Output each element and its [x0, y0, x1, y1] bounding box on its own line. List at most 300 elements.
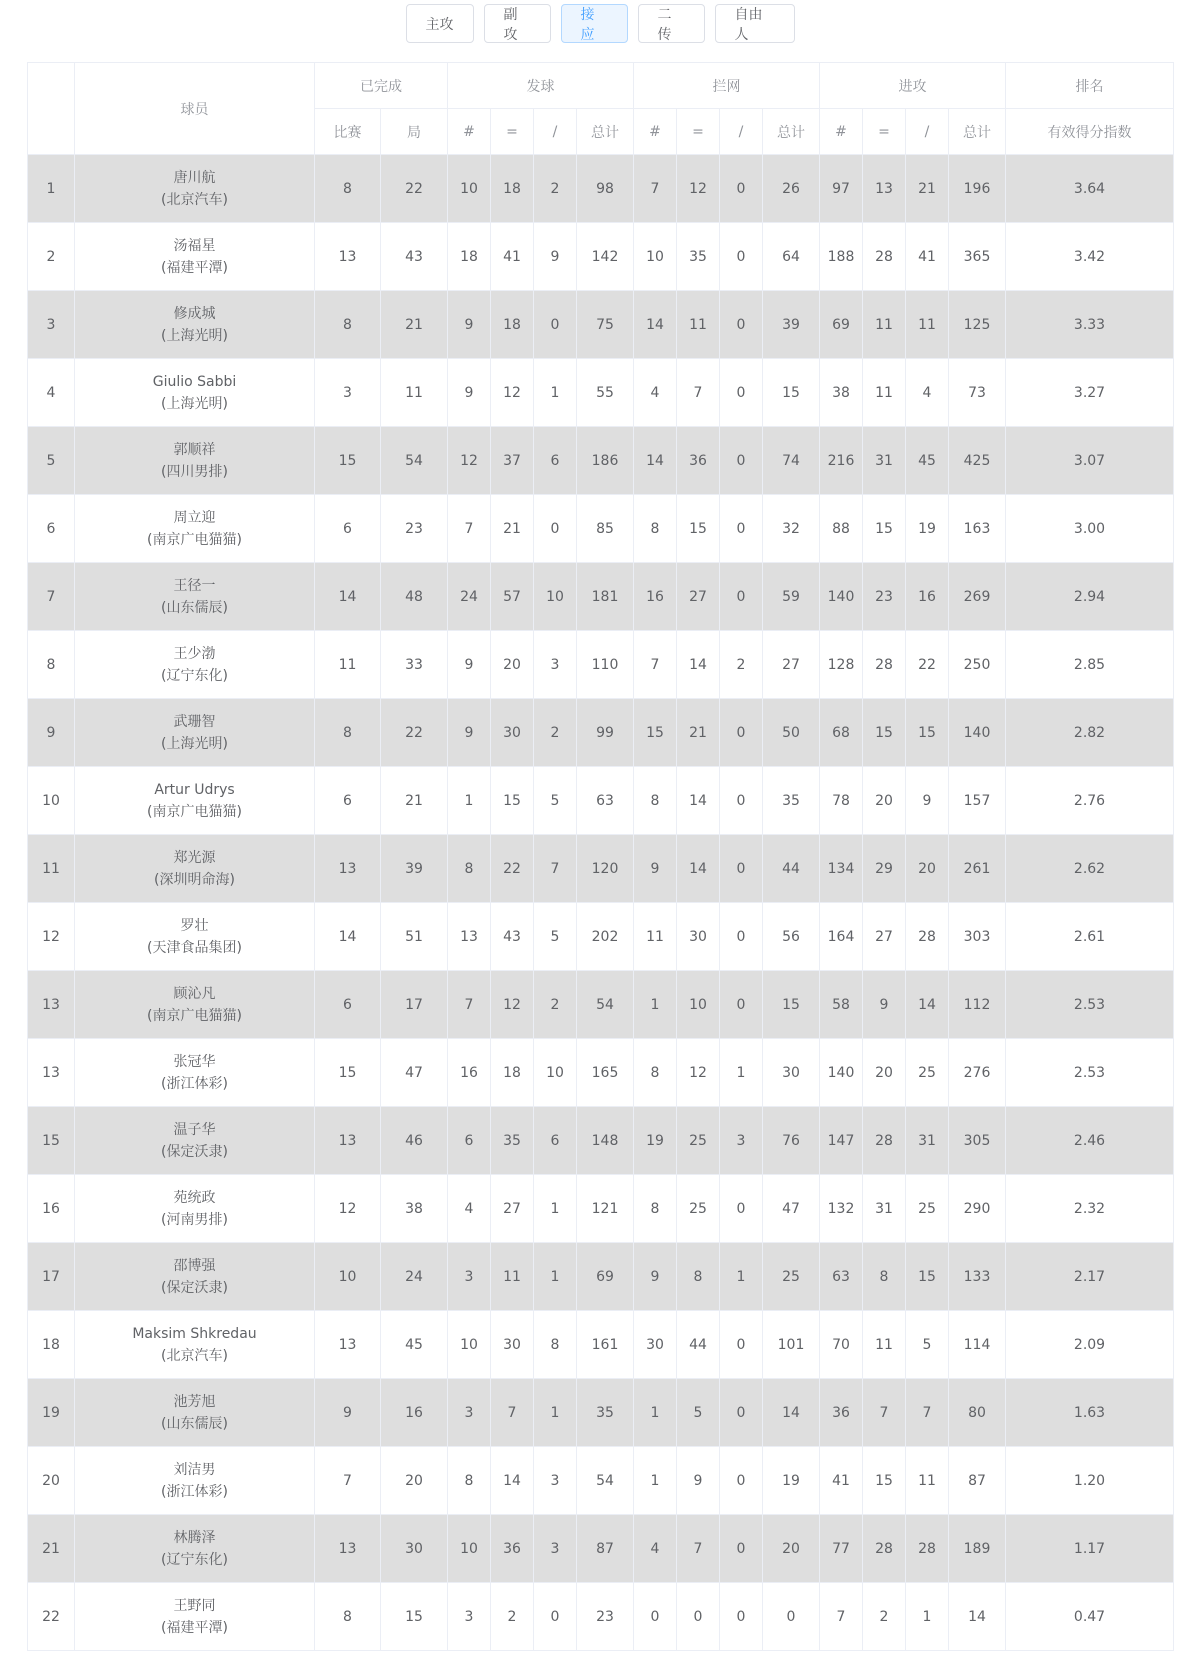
stat-cell: 2	[534, 971, 577, 1039]
stat-cell: 3.27	[1006, 359, 1174, 427]
stat-cell: 45	[381, 1311, 448, 1379]
stat-cell: 9	[634, 1243, 677, 1311]
position-tabs	[0, 4, 1200, 43]
attack-error-header[interactable]: =	[863, 109, 906, 155]
stat-cell: 290	[949, 1175, 1006, 1243]
attack-perfect-header[interactable]: #	[820, 109, 863, 155]
stat-cell: 35	[677, 223, 720, 291]
stat-cell: 19	[763, 1447, 820, 1515]
block-total-header[interactable]: 总计	[763, 109, 820, 155]
stat-cell: 0	[534, 1583, 577, 1651]
player-name: 池芳旭	[173, 1393, 216, 1410]
stat-cell: 110	[577, 631, 634, 699]
stat-cell: 9	[448, 631, 491, 699]
stat-cell: 10	[534, 1039, 577, 1107]
stat-cell: 9	[863, 971, 906, 1039]
stat-cell: 10	[677, 971, 720, 1039]
stat-cell: 14	[634, 291, 677, 359]
player-cell	[75, 903, 315, 971]
stat-cell: 14	[634, 427, 677, 495]
stat-cell: 64	[763, 223, 820, 291]
stat-cell: 2.32	[1006, 1175, 1174, 1243]
stat-cell: 8	[315, 155, 381, 223]
stat-cell: 7	[677, 359, 720, 427]
attack-group-header: 进攻	[820, 63, 1006, 109]
player-name: 武珊智	[173, 713, 216, 730]
rank-cell: 13	[28, 1039, 75, 1107]
stat-cell: 7	[677, 1515, 720, 1583]
stat-cell: 2	[720, 631, 763, 699]
stat-cell: 0	[720, 971, 763, 1039]
serve-perfect-header[interactable]: #	[448, 109, 491, 155]
stat-cell: 0	[720, 903, 763, 971]
stat-cell: 164	[820, 903, 863, 971]
stat-cell: 7	[906, 1379, 949, 1447]
stat-cell: 1.17	[1006, 1515, 1174, 1583]
player-team: (四川男排)	[161, 463, 228, 480]
stat-cell: 14	[315, 563, 381, 631]
stat-cell: 7	[491, 1379, 534, 1447]
player-team: (河南男排)	[161, 1211, 228, 1228]
table-row	[28, 1515, 1174, 1583]
stat-cell: 27	[677, 563, 720, 631]
table-row	[28, 1583, 1174, 1651]
stat-cell: 0.47	[1006, 1583, 1174, 1651]
table-row	[28, 1447, 1174, 1515]
stat-cell: 30	[763, 1039, 820, 1107]
stat-cell: 11	[863, 1311, 906, 1379]
table-row	[28, 359, 1174, 427]
player-name: 唐川航	[173, 169, 216, 186]
stats-table-body	[28, 155, 1174, 1651]
stat-cell: 8	[448, 1447, 491, 1515]
stat-cell: 140	[820, 563, 863, 631]
stat-cell: 11	[906, 291, 949, 359]
stat-cell: 27	[763, 631, 820, 699]
stat-cell: 11	[634, 903, 677, 971]
stat-cell: 21	[906, 155, 949, 223]
stat-cell: 3.42	[1006, 223, 1174, 291]
stat-cell: 11	[491, 1243, 534, 1311]
stat-cell: 23	[577, 1583, 634, 1651]
stat-cell: 25	[763, 1243, 820, 1311]
stat-cell: 14	[906, 971, 949, 1039]
player-cell	[75, 563, 315, 631]
stat-cell: 45	[906, 427, 949, 495]
stat-cell: 56	[763, 903, 820, 971]
stat-cell: 11	[906, 1447, 949, 1515]
stat-cell: 69	[820, 291, 863, 359]
stat-cell: 15	[863, 699, 906, 767]
stat-cell: 51	[381, 903, 448, 971]
player-cell	[75, 767, 315, 835]
stat-cell: 25	[906, 1175, 949, 1243]
stat-cell: 16	[381, 1379, 448, 1447]
stat-cell: 18	[491, 155, 534, 223]
stat-cell: 58	[820, 971, 863, 1039]
stat-cell: 425	[949, 427, 1006, 495]
stat-cell: 35	[577, 1379, 634, 1447]
stat-cell: 36	[677, 427, 720, 495]
stat-cell: 6	[315, 767, 381, 835]
stat-cell: 19	[906, 495, 949, 563]
stat-cell: 15	[763, 971, 820, 1039]
stat-cell: 5	[906, 1311, 949, 1379]
stat-cell: 3.07	[1006, 427, 1174, 495]
table-row	[28, 291, 1174, 359]
stat-cell: 7	[820, 1583, 863, 1651]
stat-cell: 80	[949, 1379, 1006, 1447]
stat-cell: 8	[448, 835, 491, 903]
stat-cell: 20	[491, 631, 534, 699]
stat-cell: 165	[577, 1039, 634, 1107]
stat-cell: 5	[677, 1379, 720, 1447]
player-team: (保定沃隶)	[161, 1279, 228, 1296]
stat-cell: 87	[577, 1515, 634, 1583]
rank-cell: 18	[28, 1311, 75, 1379]
stat-cell: 15	[906, 699, 949, 767]
player-name: 郭顺祥	[173, 441, 216, 458]
table-row	[28, 1039, 1174, 1107]
stat-cell: 5	[534, 767, 577, 835]
stat-cell: 77	[820, 1515, 863, 1583]
stat-cell: 9	[906, 767, 949, 835]
stat-cell: 43	[491, 903, 534, 971]
player-team: (上海光明)	[161, 735, 228, 752]
stat-cell: 7	[863, 1379, 906, 1447]
stat-cell: 1	[634, 971, 677, 1039]
stat-cell: 0	[720, 1311, 763, 1379]
stat-cell: 10	[315, 1243, 381, 1311]
tab-setter[interactable]: 二传	[638, 4, 705, 43]
player-cell	[75, 1107, 315, 1175]
player-cell	[75, 835, 315, 903]
stat-cell: 1.63	[1006, 1379, 1174, 1447]
stat-cell: 9	[315, 1379, 381, 1447]
stat-cell: 4	[448, 1175, 491, 1243]
stat-cell: 36	[491, 1515, 534, 1583]
stat-cell: 9	[448, 359, 491, 427]
stat-cell: 6	[315, 971, 381, 1039]
stat-cell: 11	[381, 359, 448, 427]
stat-cell: 0	[720, 359, 763, 427]
stat-cell: 10	[534, 563, 577, 631]
stat-cell: 1	[720, 1243, 763, 1311]
stat-cell: 0	[720, 495, 763, 563]
stat-cell: 87	[949, 1447, 1006, 1515]
stat-cell: 2.46	[1006, 1107, 1174, 1175]
rank-cell: 22	[28, 1583, 75, 1651]
stat-cell: 14	[677, 767, 720, 835]
stat-cell: 18	[491, 1039, 534, 1107]
stat-cell: 1	[906, 1583, 949, 1651]
stat-cell: 23	[381, 495, 448, 563]
stat-cell: 0	[763, 1583, 820, 1651]
stat-cell: 6	[534, 427, 577, 495]
stat-cell: 8	[315, 699, 381, 767]
stat-cell: 2.53	[1006, 971, 1174, 1039]
stat-cell: 16	[906, 563, 949, 631]
stat-cell: 6	[534, 1107, 577, 1175]
stat-cell: 125	[949, 291, 1006, 359]
stat-cell: 0	[720, 1583, 763, 1651]
stat-cell: 10	[448, 1311, 491, 1379]
table-row	[28, 1107, 1174, 1175]
stat-cell: 186	[577, 427, 634, 495]
stat-cell: 73	[949, 359, 1006, 427]
rank-cell: 9	[28, 699, 75, 767]
stat-cell: 0	[720, 1447, 763, 1515]
stat-cell: 68	[820, 699, 863, 767]
stat-cell: 3	[448, 1243, 491, 1311]
stat-cell: 15	[634, 699, 677, 767]
stat-cell: 2	[534, 155, 577, 223]
stat-cell: 12	[491, 359, 534, 427]
stat-cell: 1	[534, 359, 577, 427]
stat-cell: 3	[534, 631, 577, 699]
stat-cell: 8	[634, 495, 677, 563]
stat-cell: 20	[763, 1515, 820, 1583]
stat-cell: 0	[534, 291, 577, 359]
table-row	[28, 1311, 1174, 1379]
stat-cell: 261	[949, 835, 1006, 903]
stat-cell: 11	[863, 359, 906, 427]
stat-cell: 23	[863, 563, 906, 631]
stat-cell: 7	[448, 971, 491, 1039]
block-perfect-header[interactable]: #	[634, 109, 677, 155]
player-name: Giulio Sabbi	[152, 373, 237, 390]
rank-cell: 3	[28, 291, 75, 359]
serve-total-header[interactable]: 总计	[577, 109, 634, 155]
stat-cell: 37	[491, 427, 534, 495]
stat-cell: 8	[315, 1583, 381, 1651]
stat-cell: 15	[906, 1243, 949, 1311]
stat-cell: 28	[863, 223, 906, 291]
player-cell	[75, 359, 315, 427]
serve-slash-header[interactable]: /	[534, 109, 577, 155]
stat-cell: 0	[677, 1583, 720, 1651]
table-row	[28, 563, 1174, 631]
player-header[interactable]: 球员	[75, 63, 315, 155]
stat-cell: 41	[491, 223, 534, 291]
player-cell	[75, 631, 315, 699]
stat-cell: 43	[381, 223, 448, 291]
stat-cell: 10	[634, 223, 677, 291]
rank-cell: 20	[28, 1447, 75, 1515]
stat-cell: 8	[534, 1311, 577, 1379]
player-name: 汤福星	[173, 237, 216, 254]
player-team: (北京汽车)	[161, 191, 228, 208]
effective-score-index-header[interactable]: 有效得分指数	[1006, 109, 1174, 155]
stat-cell: 46	[381, 1107, 448, 1175]
stat-cell: 54	[381, 427, 448, 495]
table-row	[28, 1379, 1174, 1447]
player-name: 温子华	[173, 1121, 216, 1138]
player-cell	[75, 1039, 315, 1107]
stat-cell: 44	[677, 1311, 720, 1379]
rank-cell: 8	[28, 631, 75, 699]
stat-cell: 0	[720, 1515, 763, 1583]
table-row	[28, 427, 1174, 495]
rank-cell: 2	[28, 223, 75, 291]
player-team: (上海光明)	[161, 327, 228, 344]
stat-cell: 48	[381, 563, 448, 631]
stat-cell: 1.20	[1006, 1447, 1174, 1515]
rank-number-header	[28, 63, 75, 155]
stat-cell: 28	[863, 631, 906, 699]
stat-cell: 3	[448, 1583, 491, 1651]
block-error-header[interactable]: =	[677, 109, 720, 155]
stat-cell: 59	[763, 563, 820, 631]
player-name: 张冠华	[173, 1053, 216, 1070]
matches-header[interactable]: 比赛	[315, 109, 381, 155]
stat-cell: 13	[315, 1515, 381, 1583]
player-team: (南京广电猫猫)	[147, 803, 242, 820]
stat-cell: 0	[720, 223, 763, 291]
stat-cell: 2.85	[1006, 631, 1174, 699]
stat-cell: 12	[491, 971, 534, 1039]
stat-cell: 1	[448, 767, 491, 835]
stat-cell: 11	[863, 291, 906, 359]
stat-cell: 15	[763, 359, 820, 427]
stat-cell: 14	[763, 1379, 820, 1447]
stat-cell: 41	[820, 1447, 863, 1515]
player-name: 周立迎	[173, 509, 216, 526]
player-team: (深圳明命海)	[154, 871, 235, 888]
stat-cell: 188	[820, 223, 863, 291]
stat-cell: 0	[720, 1379, 763, 1447]
rank-group-header: 排名	[1006, 63, 1174, 109]
attack-slash-header[interactable]: /	[906, 109, 949, 155]
stat-cell: 7	[634, 631, 677, 699]
stat-cell: 365	[949, 223, 1006, 291]
player-name: Artur Udrys	[154, 781, 235, 798]
serve-error-header[interactable]: =	[491, 109, 534, 155]
stat-cell: 121	[577, 1175, 634, 1243]
attack-total-header[interactable]: 总计	[949, 109, 1006, 155]
stat-cell: 30	[491, 1311, 534, 1379]
rank-cell: 19	[28, 1379, 75, 1447]
stat-cell: 101	[763, 1311, 820, 1379]
tab-outside-hitter[interactable]: 主攻	[406, 4, 474, 43]
stat-cell: 134	[820, 835, 863, 903]
stat-cell: 16	[448, 1039, 491, 1107]
stat-cell: 88	[820, 495, 863, 563]
player-cell	[75, 699, 315, 767]
stat-cell: 11	[315, 631, 381, 699]
tab-middle-blocker[interactable]: 副攻	[484, 4, 551, 43]
stat-cell: 47	[763, 1175, 820, 1243]
stat-cell: 303	[949, 903, 1006, 971]
player-team: (山东儒辰)	[161, 599, 228, 616]
stat-cell: 133	[949, 1243, 1006, 1311]
tab-libero[interactable]: 自由人	[715, 4, 795, 43]
player-cell	[75, 1311, 315, 1379]
tab-opposite[interactable]: 接应	[561, 4, 628, 43]
player-cell	[75, 1379, 315, 1447]
stat-cell: 2.17	[1006, 1243, 1174, 1311]
stat-cell: 99	[577, 699, 634, 767]
stat-cell: 21	[677, 699, 720, 767]
stat-cell: 14	[949, 1583, 1006, 1651]
stat-cell: 28	[863, 1107, 906, 1175]
rank-cell: 5	[28, 427, 75, 495]
stat-cell: 250	[949, 631, 1006, 699]
serve-group-header: 发球	[448, 63, 634, 109]
stat-cell: 70	[820, 1311, 863, 1379]
stat-cell: 36	[820, 1379, 863, 1447]
stat-cell: 25	[906, 1039, 949, 1107]
stat-cell: 85	[577, 495, 634, 563]
stat-cell: 74	[763, 427, 820, 495]
stat-cell: 17	[381, 971, 448, 1039]
player-name: 邵博强	[173, 1257, 216, 1274]
stat-cell: 0	[720, 699, 763, 767]
stat-cell: 98	[577, 155, 634, 223]
stat-cell: 25	[677, 1107, 720, 1175]
block-group-header: 拦网	[634, 63, 820, 109]
player-cell	[75, 427, 315, 495]
stat-cell: 12	[315, 1175, 381, 1243]
stat-cell: 3	[534, 1515, 577, 1583]
block-slash-header[interactable]: /	[720, 109, 763, 155]
stats-table	[27, 62, 1174, 1651]
stats-table-container	[27, 62, 1174, 1651]
stat-cell: 196	[949, 155, 1006, 223]
stat-cell: 28	[906, 1515, 949, 1583]
rank-cell: 16	[28, 1175, 75, 1243]
stat-cell: 38	[820, 359, 863, 427]
stat-cell: 2.62	[1006, 835, 1174, 903]
stat-cell: 2	[491, 1583, 534, 1651]
stat-cell: 2	[534, 699, 577, 767]
player-cell	[75, 1515, 315, 1583]
stat-cell: 11	[677, 291, 720, 359]
stat-cell: 8	[634, 767, 677, 835]
stat-cell: 4	[906, 359, 949, 427]
stat-cell: 14	[677, 631, 720, 699]
rank-cell: 1	[28, 155, 75, 223]
stat-cell: 47	[381, 1039, 448, 1107]
stat-cell: 0	[634, 1583, 677, 1651]
stat-cell: 0	[720, 427, 763, 495]
stat-cell: 30	[634, 1311, 677, 1379]
rank-cell: 21	[28, 1515, 75, 1583]
stat-cell: 181	[577, 563, 634, 631]
stat-cell: 1	[634, 1379, 677, 1447]
stat-cell: 14	[677, 835, 720, 903]
stat-cell: 54	[577, 1447, 634, 1515]
stat-cell: 75	[577, 291, 634, 359]
stat-cell: 2.09	[1006, 1311, 1174, 1379]
player-cell	[75, 291, 315, 359]
stat-cell: 8	[634, 1175, 677, 1243]
stat-cell: 20	[863, 1039, 906, 1107]
stat-cell: 1	[534, 1379, 577, 1447]
stat-cell: 44	[763, 835, 820, 903]
stat-cell: 35	[763, 767, 820, 835]
stat-cell: 21	[381, 291, 448, 359]
stat-cell: 30	[491, 699, 534, 767]
rank-cell: 12	[28, 903, 75, 971]
stat-cell: 7	[448, 495, 491, 563]
table-row	[28, 155, 1174, 223]
player-team: (福建平潭)	[161, 259, 228, 276]
stat-cell: 8	[634, 1039, 677, 1107]
sets-header[interactable]: 局	[381, 109, 448, 155]
rank-cell: 15	[28, 1107, 75, 1175]
stat-cell: 35	[491, 1107, 534, 1175]
